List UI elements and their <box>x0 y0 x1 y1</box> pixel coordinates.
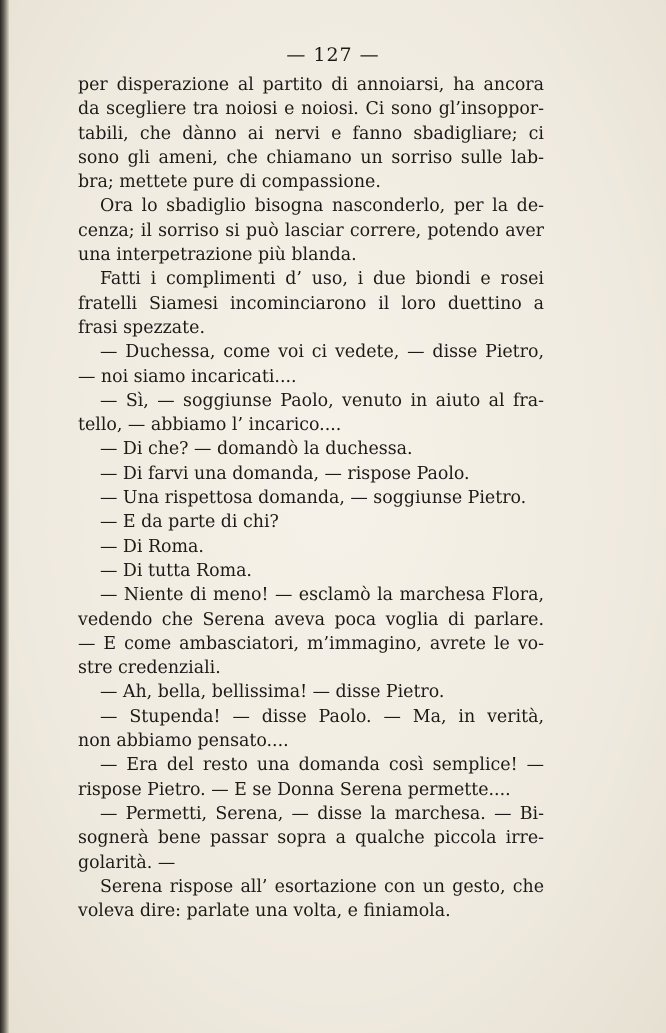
text-line: Serena rispose all’ esortazione con un gesto, che <box>100 876 544 897</box>
text-line: per disperazione al partito di annoiarsi, ha ancora <box>78 75 544 95</box>
text-line: — Una rispettosa domanda, — soggiunse Pietro. <box>100 488 527 509</box>
text-line: frasi spezzate. <box>78 317 205 338</box>
text-line: — Stupenda! — disse Paolo. — Ma, in verità, <box>100 706 544 727</box>
text-line: non abbiamo pensato.... <box>78 731 289 752</box>
text-line: — E da parte di chi? <box>100 512 279 533</box>
text-line: da scegliere tra noiosi e noiosi. Ci sono gl’insoppor- <box>78 99 544 120</box>
text-line: fratelli Siamesi incominciarono il loro duettino a <box>78 293 544 314</box>
text-line: sono gli ameni, che chiamano un sorriso sulle lab- <box>78 147 544 168</box>
text-line: cenza; il sorriso si può lasciar correre, potendo aver <box>78 220 544 241</box>
text-line: — Era del resto una domanda così semplice! — <box>100 755 544 776</box>
body-text <box>78 73 544 923</box>
text-line: — Sì, — soggiunse Paolo, venuto in aiuto al fra- <box>100 390 544 411</box>
text-line: tabili, che dànno ai nervi e fanno sbadigliare; ci <box>78 123 544 144</box>
text-line: Ora lo sbadiglio bisogna nasconderlo, per la de- <box>100 196 544 217</box>
text-line: voleva dire: parlate una volta, e finiamola. <box>78 901 451 922</box>
text-line: — Ah, bella, bellissima! — disse Pietro. <box>100 682 445 703</box>
text-line: — Di Roma. <box>100 536 204 557</box>
text-line: vedendo che Serena aveva poca voglia di parlare. <box>78 609 544 630</box>
text-line: — Di farvi una domanda, — rispose Paolo. <box>100 463 470 484</box>
text-line: bra; mettete pure di compassione. <box>78 172 381 193</box>
text-line: golarità. — <box>78 852 176 873</box>
text-line: — Di che? — domandò la duchessa. <box>100 439 413 460</box>
text-line: — E come ambasciatori, m’immagino, avrete le vo- <box>78 633 544 654</box>
text-line: — noi siamo incaricati.... <box>78 366 297 387</box>
page-number: — 127 — <box>286 44 380 66</box>
text-line: — Niente di meno! — esclamò la marchesa Flora, <box>100 585 544 606</box>
text-line: — Di tutta Roma. <box>100 560 252 581</box>
text-line: Fatti i complimenti d’ uso, i due biondi e rosei <box>100 269 544 290</box>
text-line: — Permetti, Serena, — disse la marchesa. — Bi- <box>100 803 544 824</box>
text-line: — Duchessa, come voi ci vedete, — disse Pietro, <box>100 342 544 363</box>
binding-edge <box>0 0 9 1033</box>
text-line: sognerà bene passar sopra a qualche piccola irre- <box>78 828 544 849</box>
text-line: tello, — abbiamo l’ incarico.... <box>78 415 342 436</box>
text-line: stre credenziali. <box>78 658 221 679</box>
text-line: rispose Pietro. — E se Donna Serena permette.... <box>78 779 511 800</box>
text-line: una interpetrazione più blanda. <box>78 245 357 266</box>
